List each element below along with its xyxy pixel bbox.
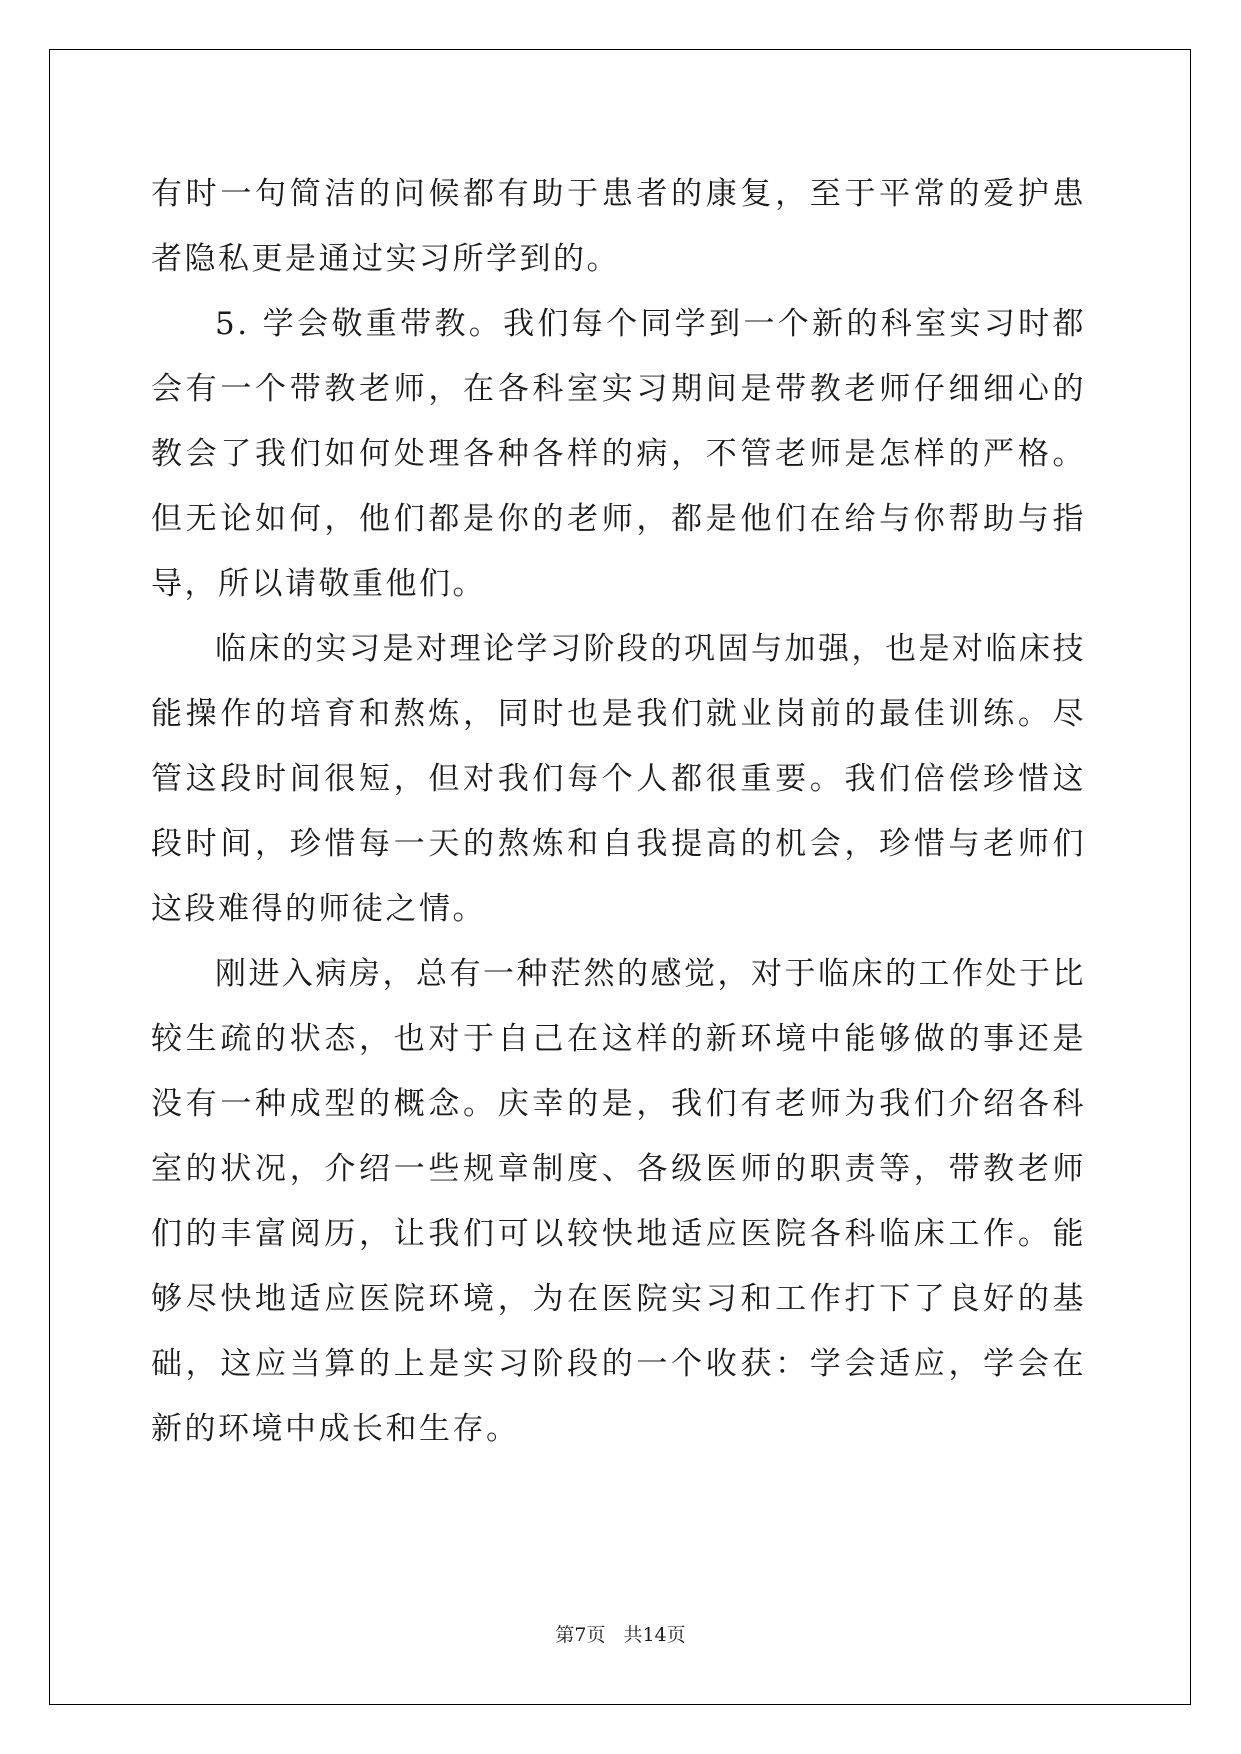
document-body	[151, 162, 1086, 1462]
page-total: 共14页	[623, 1624, 686, 1646]
paragraph-2: 5. 学会敬重带教。我们每个同学到一个新的科室实习时都会有一个带教老师，在各科室实习期间是带教老师仔细细心的教会了我们如何处理各种各样的病，不管老师是怎样的严格。但无论如何，他们都是你的老师，都是他们在给与你帮助与指导，所以请敬重他们。	[151, 306, 1086, 602]
paragraph-4: 刚进入病房，总有一种茫然的感觉，对于临床的工作处于比较生疏的状态，也对于自己在这样的新环境中能够做的事还是没有一种成型的概念。庆幸的是，我们有老师为我们介绍各科室的状况，介绍一些规章制度、各级医师的职责等，带教老师们的丰富阅历，让我们可以较快地适应医院各科临床工作。能够尽快地适应医院环境，为在医院实习和工作打下了良好的基础，这应当算的上是实习阶段的一个收获：学会适应，学会在新的环境中成长和生存。	[151, 956, 1086, 1447]
paragraph-1: 有时一句简洁的问候都有助于患者的康复，至于平常的爱护患者隐私更是通过实习所学到的。	[151, 176, 1086, 277]
page-footer	[0, 1620, 1241, 1647]
page-number: 第7页	[555, 1624, 606, 1646]
paragraph-3: 临床的实习是对理论学习阶段的巩固与加强，也是对临床技能操作的培育和熬炼，同时也是我们就业岗前的最佳训练。尽管这段时间很短，但对我们每个人都很重要。我们倍偿珍惜这段时间，珍惜每一天的熬炼和自我提高的机会，珍惜与老师们这段难得的师徒之情。	[151, 631, 1086, 927]
